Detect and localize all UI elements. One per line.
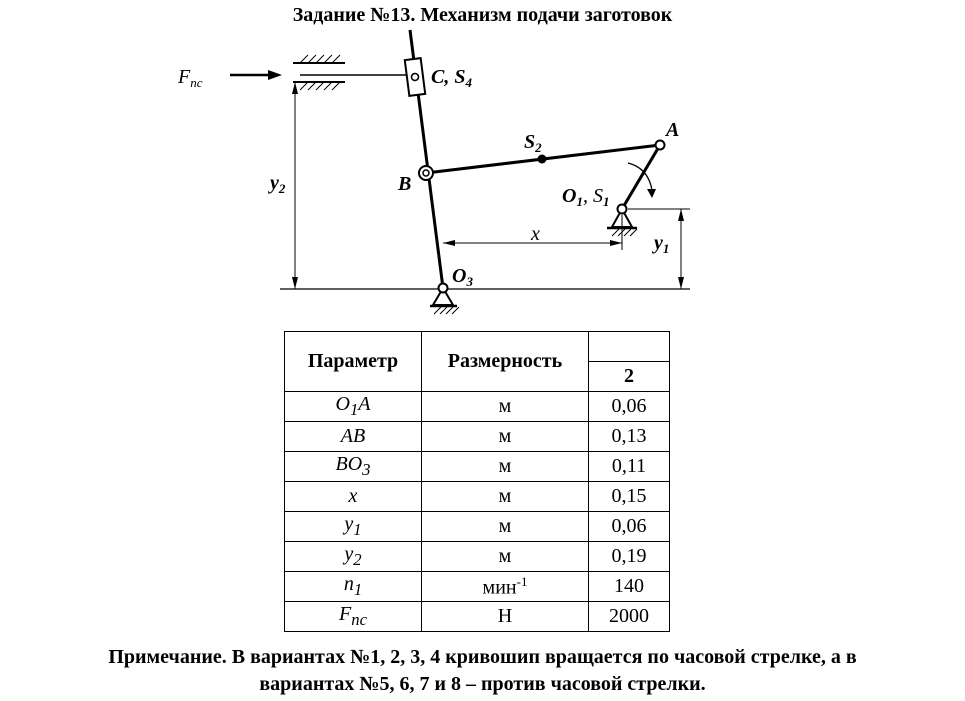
label-C: C, $S_4$	[431, 66, 472, 90]
table-row	[285, 482, 670, 512]
table-row	[285, 422, 670, 452]
value-cell: 0,13	[589, 422, 670, 452]
joint-A	[656, 141, 665, 150]
header-dimension: Размерность	[422, 332, 589, 392]
unit-cell: м	[422, 392, 589, 422]
label-O3: $O_3$	[452, 265, 473, 289]
value-cell: 0,11	[589, 452, 670, 482]
parameters-table	[284, 331, 670, 632]
value-cell: 0,19	[589, 542, 670, 572]
note-line-1: Примечание. В вариантах №1, 2, 3, 4 кривошип вращается по часовой стрелке, а в	[108, 646, 857, 668]
unit-cell: м	[422, 542, 589, 572]
table-row	[285, 542, 670, 572]
value-cell: 0,06	[589, 392, 670, 422]
slider-block-C	[405, 58, 425, 96]
label-y1: $y_1$	[654, 232, 670, 256]
param-cell: $y_1$	[285, 512, 422, 542]
table-row	[285, 452, 670, 482]
table-header-row	[285, 332, 670, 362]
force-arrow	[230, 70, 282, 80]
note	[0, 644, 965, 698]
unit-cell: м	[422, 452, 589, 482]
table-row	[285, 572, 670, 602]
label-O1-S1: $O_1$, $S_1$	[562, 185, 610, 209]
param-cell: $y_2$	[285, 542, 422, 572]
table-row	[285, 392, 670, 422]
slider-guide	[293, 55, 345, 90]
param-cell: $n_1$	[285, 572, 422, 602]
dimension-y2	[292, 82, 298, 289]
force-label: $F_{пс}$	[178, 66, 203, 90]
table-row	[285, 602, 670, 632]
value-cell: 140	[589, 572, 670, 602]
header-variant: 2	[589, 362, 670, 392]
point-S2	[538, 155, 547, 164]
unit-cell: м	[422, 512, 589, 542]
crank	[622, 145, 660, 209]
unit-cell: Н	[422, 602, 589, 632]
param-cell: x	[285, 482, 422, 512]
label-S2: $S_2$	[524, 131, 542, 155]
header-variant-blank	[589, 332, 670, 362]
param-cell: $O_1A$	[285, 392, 422, 422]
label-A: A	[666, 119, 680, 141]
pivot-O3	[430, 284, 459, 315]
header-parameter: Параметр	[285, 332, 422, 392]
page-title: Задание №13. Механизм подачи заготовок	[292, 4, 673, 26]
param-cell: AB	[285, 422, 422, 452]
label-B: B	[398, 173, 412, 195]
value-cell: 0,15	[589, 482, 670, 512]
label-x: x	[531, 223, 540, 245]
unit-cell: м	[422, 422, 589, 452]
param-cell: $F_{пс}$	[285, 602, 422, 632]
unit-cell: мин$^{-1}$	[422, 572, 589, 602]
unit-cell: м	[422, 482, 589, 512]
note-line-2: вариантах №5, 6, 7 и 8 – против часовой стрелки.	[259, 673, 706, 695]
param-cell: $BO_3$	[285, 452, 422, 482]
mechanism-diagram	[0, 0, 965, 330]
table-row	[285, 512, 670, 542]
label-y2: $y_2$	[270, 172, 286, 196]
value-cell: 2000	[589, 602, 670, 632]
value-cell: 0,06	[589, 512, 670, 542]
